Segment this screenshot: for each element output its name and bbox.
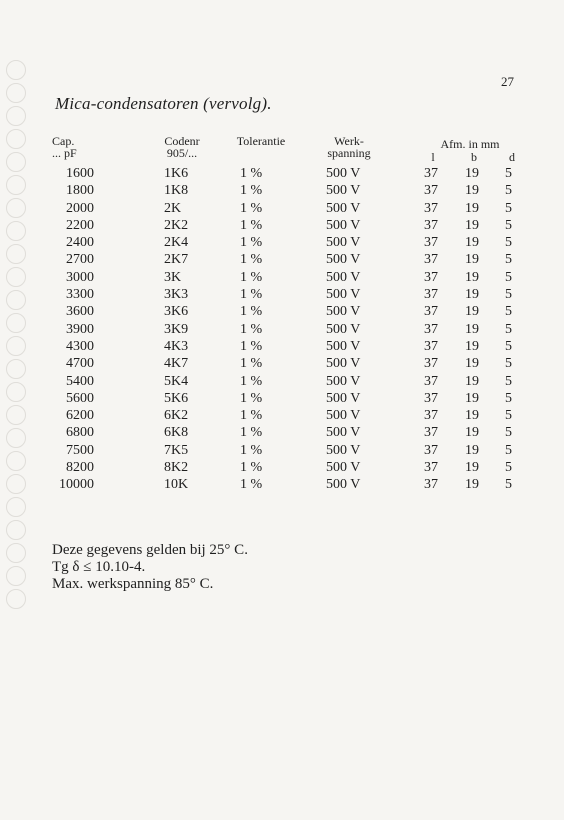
table-row bbox=[0, 355, 564, 372]
cell-capacitance: 3300 bbox=[66, 287, 94, 303]
header-cap-line1: Cap. bbox=[52, 134, 75, 148]
cell-width: 19 bbox=[465, 183, 479, 199]
punch-hole bbox=[6, 566, 26, 586]
cell-capacitance: 3900 bbox=[66, 321, 94, 337]
table-row bbox=[0, 165, 564, 182]
table-row bbox=[0, 182, 564, 199]
punch-hole bbox=[6, 106, 26, 126]
cell-width: 19 bbox=[465, 252, 479, 268]
cell-width: 19 bbox=[465, 390, 479, 406]
cell-capacitance: 2000 bbox=[66, 200, 94, 216]
header-dimensions-line1: Afm. in mm bbox=[440, 137, 500, 151]
header-dim-b: b bbox=[471, 150, 477, 164]
cell-voltage: 500 V bbox=[326, 217, 361, 233]
cell-width: 19 bbox=[465, 442, 479, 458]
header-capacitance bbox=[52, 135, 98, 159]
cell-depth: 5 bbox=[505, 217, 512, 233]
cell-tolerance: 1 % bbox=[240, 235, 263, 251]
cell-depth: 5 bbox=[505, 200, 512, 216]
cell-voltage: 500 V bbox=[326, 287, 361, 303]
cell-length: 37 bbox=[424, 269, 438, 285]
note-temperature: Deze gegevens gelden bij 25° C. bbox=[52, 542, 248, 558]
cell-length: 37 bbox=[424, 287, 438, 303]
cell-width: 19 bbox=[465, 287, 479, 303]
cell-tolerance: 1 % bbox=[240, 390, 263, 406]
cell-capacitance: 5600 bbox=[66, 390, 94, 406]
cell-depth: 5 bbox=[505, 235, 512, 251]
cell-voltage: 500 V bbox=[326, 373, 361, 389]
cell-depth: 5 bbox=[505, 408, 512, 424]
cell-code: 5K4 bbox=[164, 373, 189, 389]
cell-voltage: 500 V bbox=[326, 235, 361, 251]
cell-length: 37 bbox=[424, 183, 438, 199]
cell-capacitance: 2700 bbox=[66, 252, 94, 268]
cell-depth: 5 bbox=[505, 425, 512, 441]
cell-voltage: 500 V bbox=[326, 460, 361, 476]
cell-width: 19 bbox=[465, 460, 479, 476]
cell-code: 3K bbox=[164, 269, 182, 285]
cell-length: 37 bbox=[424, 477, 438, 493]
cell-length: 37 bbox=[424, 338, 438, 354]
cell-tolerance: 1 % bbox=[240, 166, 263, 181]
cell-voltage: 500 V bbox=[326, 252, 361, 268]
cell-tolerance: 1 % bbox=[240, 217, 263, 233]
cell-depth: 5 bbox=[505, 287, 512, 303]
cell-code: 6K2 bbox=[164, 408, 189, 424]
page-title: Mica-condensatoren (vervolg). bbox=[55, 94, 272, 113]
cell-depth: 5 bbox=[505, 321, 512, 337]
cell-voltage: 500 V bbox=[326, 338, 361, 354]
table-row bbox=[0, 251, 564, 268]
header-voltage-line1: Werk- bbox=[334, 134, 364, 148]
header-code-line2: 905/... bbox=[166, 146, 198, 160]
cell-code: 7K5 bbox=[164, 442, 189, 458]
cell-depth: 5 bbox=[505, 338, 512, 354]
cell-width: 19 bbox=[465, 477, 479, 493]
cell-width: 19 bbox=[465, 408, 479, 424]
cell-tolerance: 1 % bbox=[240, 477, 263, 493]
cell-width: 19 bbox=[465, 373, 479, 389]
cell-capacitance: 4300 bbox=[66, 338, 94, 354]
punch-hole bbox=[6, 83, 26, 103]
cell-width: 19 bbox=[465, 321, 479, 337]
cell-depth: 5 bbox=[505, 356, 512, 372]
cell-voltage: 500 V bbox=[326, 304, 361, 320]
cell-code: 2K2 bbox=[164, 217, 189, 233]
cell-length: 37 bbox=[424, 304, 438, 320]
cell-voltage: 500 V bbox=[326, 321, 361, 337]
header-code-number bbox=[152, 135, 212, 159]
cell-length: 37 bbox=[424, 321, 438, 337]
cell-depth: 5 bbox=[505, 460, 512, 476]
cell-tolerance: 1 % bbox=[240, 183, 263, 199]
cell-depth: 5 bbox=[505, 183, 512, 199]
cell-length: 37 bbox=[424, 460, 438, 476]
table-row bbox=[0, 321, 564, 338]
cell-width: 19 bbox=[465, 338, 479, 354]
table-row bbox=[0, 338, 564, 355]
cell-code: 2K4 bbox=[164, 235, 189, 251]
cell-length: 37 bbox=[424, 425, 438, 441]
cell-voltage: 500 V bbox=[326, 477, 361, 493]
cell-code: 8K2 bbox=[164, 460, 189, 476]
cell-width: 19 bbox=[465, 356, 479, 372]
table-row bbox=[0, 373, 564, 390]
header-dimensions bbox=[420, 138, 520, 150]
cell-capacitance: 8200 bbox=[66, 460, 94, 476]
note-loss-tangent: Tg δ ≤ 10.10-4. bbox=[52, 559, 146, 575]
cell-length: 37 bbox=[424, 217, 438, 233]
table-row bbox=[0, 424, 564, 441]
punch-hole bbox=[6, 520, 26, 540]
cell-length: 37 bbox=[424, 408, 438, 424]
header-dim-d: d bbox=[509, 150, 515, 164]
cell-depth: 5 bbox=[505, 166, 512, 181]
cell-code: 5K6 bbox=[164, 390, 189, 406]
cell-capacitance: 4700 bbox=[66, 356, 94, 372]
cell-voltage: 500 V bbox=[326, 269, 361, 285]
cell-capacitance: 7500 bbox=[66, 442, 94, 458]
cell-tolerance: 1 % bbox=[240, 373, 263, 389]
cell-length: 37 bbox=[424, 235, 438, 251]
punch-hole bbox=[6, 60, 26, 80]
cell-tolerance: 1 % bbox=[240, 425, 263, 441]
table-row bbox=[0, 442, 564, 459]
cell-voltage: 500 V bbox=[326, 356, 361, 372]
cell-width: 19 bbox=[465, 217, 479, 233]
header-voltage-line2: spanning bbox=[327, 146, 371, 160]
cell-depth: 5 bbox=[505, 304, 512, 320]
cell-capacitance: 1600 bbox=[66, 166, 94, 181]
cell-voltage: 500 V bbox=[326, 408, 361, 424]
cell-voltage: 500 V bbox=[326, 183, 361, 199]
cell-capacitance: 2200 bbox=[66, 217, 94, 233]
cell-length: 37 bbox=[424, 356, 438, 372]
cell-tolerance: 1 % bbox=[240, 356, 263, 372]
table-row bbox=[0, 476, 564, 493]
cell-tolerance: 1 % bbox=[240, 287, 263, 303]
table-row bbox=[0, 269, 564, 286]
cell-depth: 5 bbox=[505, 252, 512, 268]
header-tolerance-line1: Tolerantie bbox=[236, 134, 286, 148]
cell-depth: 5 bbox=[505, 477, 512, 493]
table-row bbox=[0, 234, 564, 251]
cell-length: 37 bbox=[424, 442, 438, 458]
header-voltage bbox=[312, 135, 386, 159]
cell-capacitance: 6800 bbox=[66, 425, 94, 441]
cell-code: 2K bbox=[164, 200, 182, 216]
cell-capacitance: 6200 bbox=[66, 408, 94, 424]
cell-code: 4K3 bbox=[164, 338, 189, 354]
cell-code: 3K6 bbox=[164, 304, 189, 320]
header-code-line1: Codenr bbox=[164, 134, 200, 148]
cell-depth: 5 bbox=[505, 390, 512, 406]
cell-width: 19 bbox=[465, 166, 479, 181]
cell-code: 6K8 bbox=[164, 425, 189, 441]
cell-width: 19 bbox=[465, 304, 479, 320]
cell-voltage: 500 V bbox=[326, 200, 361, 216]
cell-width: 19 bbox=[465, 200, 479, 216]
punch-hole bbox=[6, 129, 26, 149]
cell-voltage: 500 V bbox=[326, 442, 361, 458]
cell-tolerance: 1 % bbox=[240, 442, 263, 458]
cell-voltage: 500 V bbox=[326, 166, 361, 181]
cell-capacitance: 2400 bbox=[66, 235, 94, 251]
footnotes bbox=[52, 542, 248, 593]
cell-width: 19 bbox=[465, 425, 479, 441]
cell-width: 19 bbox=[465, 269, 479, 285]
cell-tolerance: 1 % bbox=[240, 200, 263, 216]
cell-tolerance: 1 % bbox=[240, 252, 263, 268]
cell-depth: 5 bbox=[505, 442, 512, 458]
cell-tolerance: 1 % bbox=[240, 304, 263, 320]
cell-length: 37 bbox=[424, 200, 438, 216]
cell-width: 19 bbox=[465, 235, 479, 251]
punch-hole bbox=[6, 543, 26, 563]
cell-tolerance: 1 % bbox=[240, 338, 263, 354]
cell-length: 37 bbox=[424, 390, 438, 406]
table-row bbox=[0, 200, 564, 217]
cell-code: 1K6 bbox=[164, 166, 189, 181]
cell-code: 10K bbox=[164, 477, 189, 493]
note-max-voltage: Max. werkspanning 85° C. bbox=[52, 576, 214, 592]
cell-capacitance: 10000 bbox=[59, 477, 94, 493]
cell-voltage: 500 V bbox=[326, 425, 361, 441]
cell-tolerance: 1 % bbox=[240, 460, 263, 476]
cell-code: 3K3 bbox=[164, 287, 189, 303]
header-tolerance bbox=[224, 135, 298, 147]
cell-depth: 5 bbox=[505, 373, 512, 389]
punch-hole bbox=[6, 589, 26, 609]
cell-tolerance: 1 % bbox=[240, 408, 263, 424]
cell-code: 4K7 bbox=[164, 356, 189, 372]
cell-tolerance: 1 % bbox=[240, 269, 263, 285]
cell-code: 2K7 bbox=[164, 252, 189, 268]
cell-code: 1K8 bbox=[164, 183, 189, 199]
punch-hole bbox=[6, 497, 26, 517]
cell-capacitance: 5400 bbox=[66, 373, 94, 389]
table-row bbox=[0, 286, 564, 303]
cell-voltage: 500 V bbox=[326, 390, 361, 406]
page-number: 27 bbox=[501, 74, 514, 89]
table-row bbox=[0, 217, 564, 234]
table-row bbox=[0, 407, 564, 424]
cell-capacitance: 3000 bbox=[66, 269, 94, 285]
cell-length: 37 bbox=[424, 252, 438, 268]
cell-capacitance: 1800 bbox=[66, 183, 94, 199]
cell-depth: 5 bbox=[505, 269, 512, 285]
header-cap-line2: ... pF bbox=[52, 146, 77, 160]
capacitor-table bbox=[0, 165, 564, 494]
cell-length: 37 bbox=[424, 166, 438, 181]
cell-capacitance: 3600 bbox=[66, 304, 94, 320]
table-row bbox=[0, 459, 564, 476]
table-row bbox=[0, 303, 564, 320]
table-row bbox=[0, 390, 564, 407]
header-dim-l: l bbox=[431, 150, 435, 164]
cell-length: 37 bbox=[424, 373, 438, 389]
cell-code: 3K9 bbox=[164, 321, 189, 337]
cell-tolerance: 1 % bbox=[240, 321, 263, 337]
